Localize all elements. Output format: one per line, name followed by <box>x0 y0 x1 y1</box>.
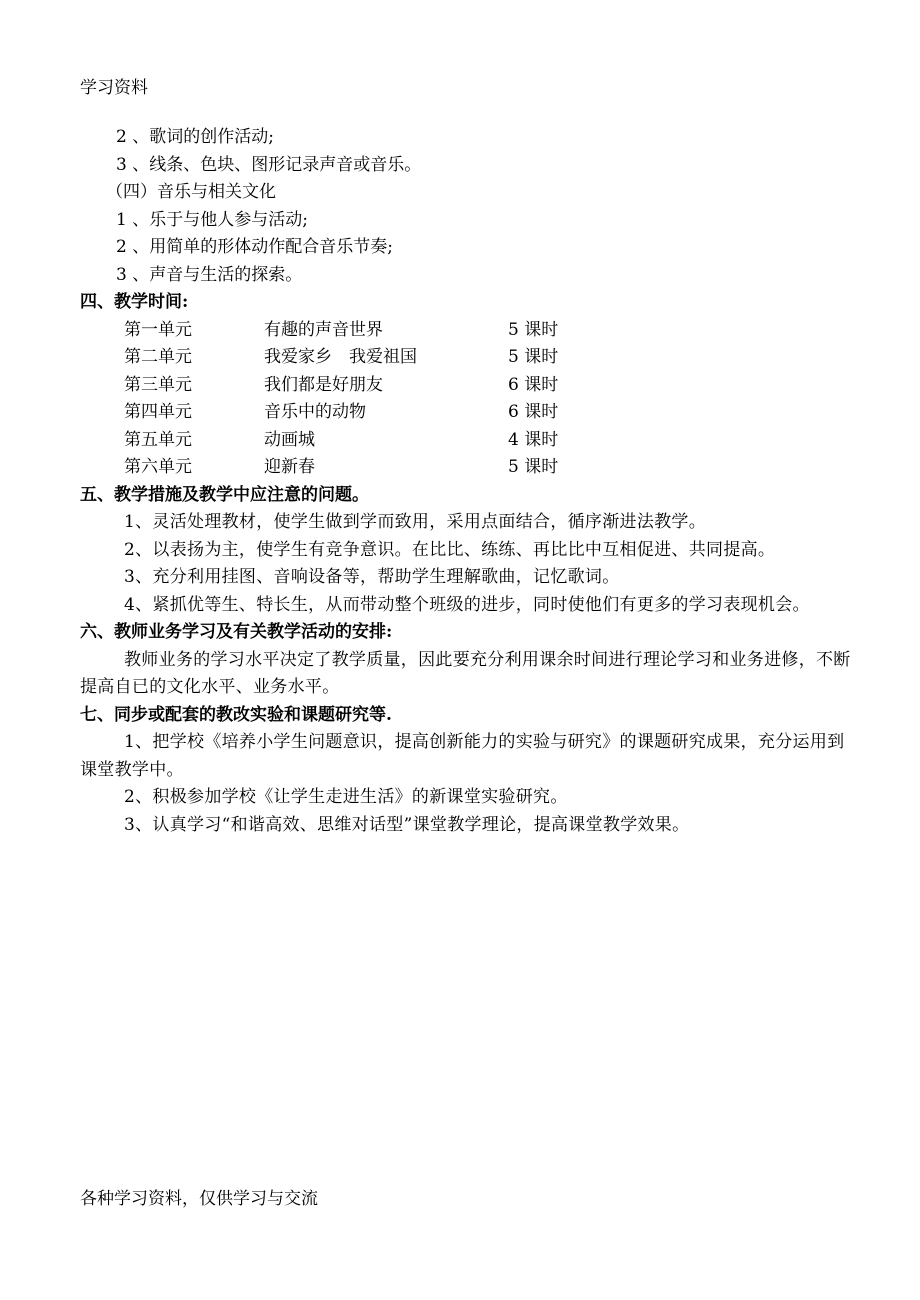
section-heading-teacher-study: 六、教师业务学习及有关教学活动的安排: <box>80 622 393 642</box>
schedule-hours: 6 课时 <box>508 374 559 395</box>
schedule-hours: 6 课时 <box>508 402 559 422</box>
schedule-hours: 4 课时 <box>508 429 559 450</box>
list-item: 3 、声音与生活的探索。 <box>116 264 303 285</box>
schedule-unit: 第四单元 <box>124 402 192 422</box>
schedule-hours: 5 课时 <box>508 457 559 477</box>
paragraph: 2、以表扬为主，使学生有竞争意识。在比比、练练、再比比中互相促进、共同提高。 <box>124 539 776 560</box>
schedule-row <box>80 372 855 400</box>
schedule-row <box>80 399 855 427</box>
list-item: 1 、乐于与他人参与活动; <box>116 209 308 230</box>
list-item: 3 、线条、色块、图形记录声音或音乐。 <box>116 154 422 175</box>
schedule-table <box>80 317 855 482</box>
schedule-row <box>80 344 855 372</box>
schedule-title: 动画城 <box>264 429 315 450</box>
paragraph: 1、把学校《培养小学生问题意识，提高创新能力的实验与研究》的课题研究成果，充分运用到课堂教学中。 <box>80 732 845 780</box>
paragraph: 教师业务的学习水平决定了教学质量，因此要充分利用课余时间进行理论学习和业务进修，不断提高自已的文化水平、业务水平。 <box>80 649 851 697</box>
paragraph: 3、认真学习“和谐高效、思维对话型”课堂教学理论，提高课堂教学效果。 <box>124 814 690 835</box>
paragraph: 1、灵活处理教材，使学生做到学而致用，采用点面结合，循序渐进法教学。 <box>124 512 707 532</box>
schedule-title: 有趣的声音世界 <box>264 319 383 340</box>
subsection-title: （四）音乐与相关文化 <box>106 182 276 202</box>
section-heading-research: 七、同步或配套的教改实验和课题研究等. <box>80 704 392 725</box>
schedule-title: 迎新春 <box>264 457 315 477</box>
paragraph: 2、积极参加学校《让学生走进生活》的新课堂实验研究。 <box>124 787 568 807</box>
schedule-unit: 第二单元 <box>124 347 192 367</box>
schedule-unit: 第五单元 <box>124 429 192 450</box>
schedule-row <box>80 454 855 482</box>
section-heading-measures: 五、教学措施及教学中应注意的问题。 <box>80 484 369 505</box>
schedule-row <box>80 427 855 455</box>
schedule-unit: 第六单元 <box>124 457 192 477</box>
document-body <box>80 124 855 839</box>
list-item: 2 、歌词的创作活动; <box>116 127 274 147</box>
schedule-unit: 第三单元 <box>124 374 192 395</box>
list-item: 2 、用简单的形体动作配合音乐节奏; <box>116 237 393 257</box>
schedule-title: 我们都是好朋友 <box>264 374 383 395</box>
page-header: 学习资料 <box>80 78 148 98</box>
section-heading-teaching-time: 四、教学时间: <box>80 292 189 312</box>
paragraph: 3、充分利用挂图、音响设备等，帮助学生理解歌曲，记忆歌词。 <box>124 567 620 587</box>
page-footer: 各种学习资料，仅供学习与交流 <box>80 1189 318 1209</box>
schedule-title: 我爱家乡 我爱祖国 <box>264 347 417 367</box>
schedule-row <box>80 317 855 345</box>
schedule-title: 音乐中的动物 <box>264 402 366 422</box>
schedule-hours: 5 课时 <box>508 347 559 367</box>
schedule-hours: 5 课时 <box>508 319 559 340</box>
paragraph: 4、紧抓优等生、特长生，从而带动整个班级的进步，同时使他们有更多的学习表现机会。 <box>124 594 810 615</box>
schedule-unit: 第一单元 <box>124 319 192 340</box>
